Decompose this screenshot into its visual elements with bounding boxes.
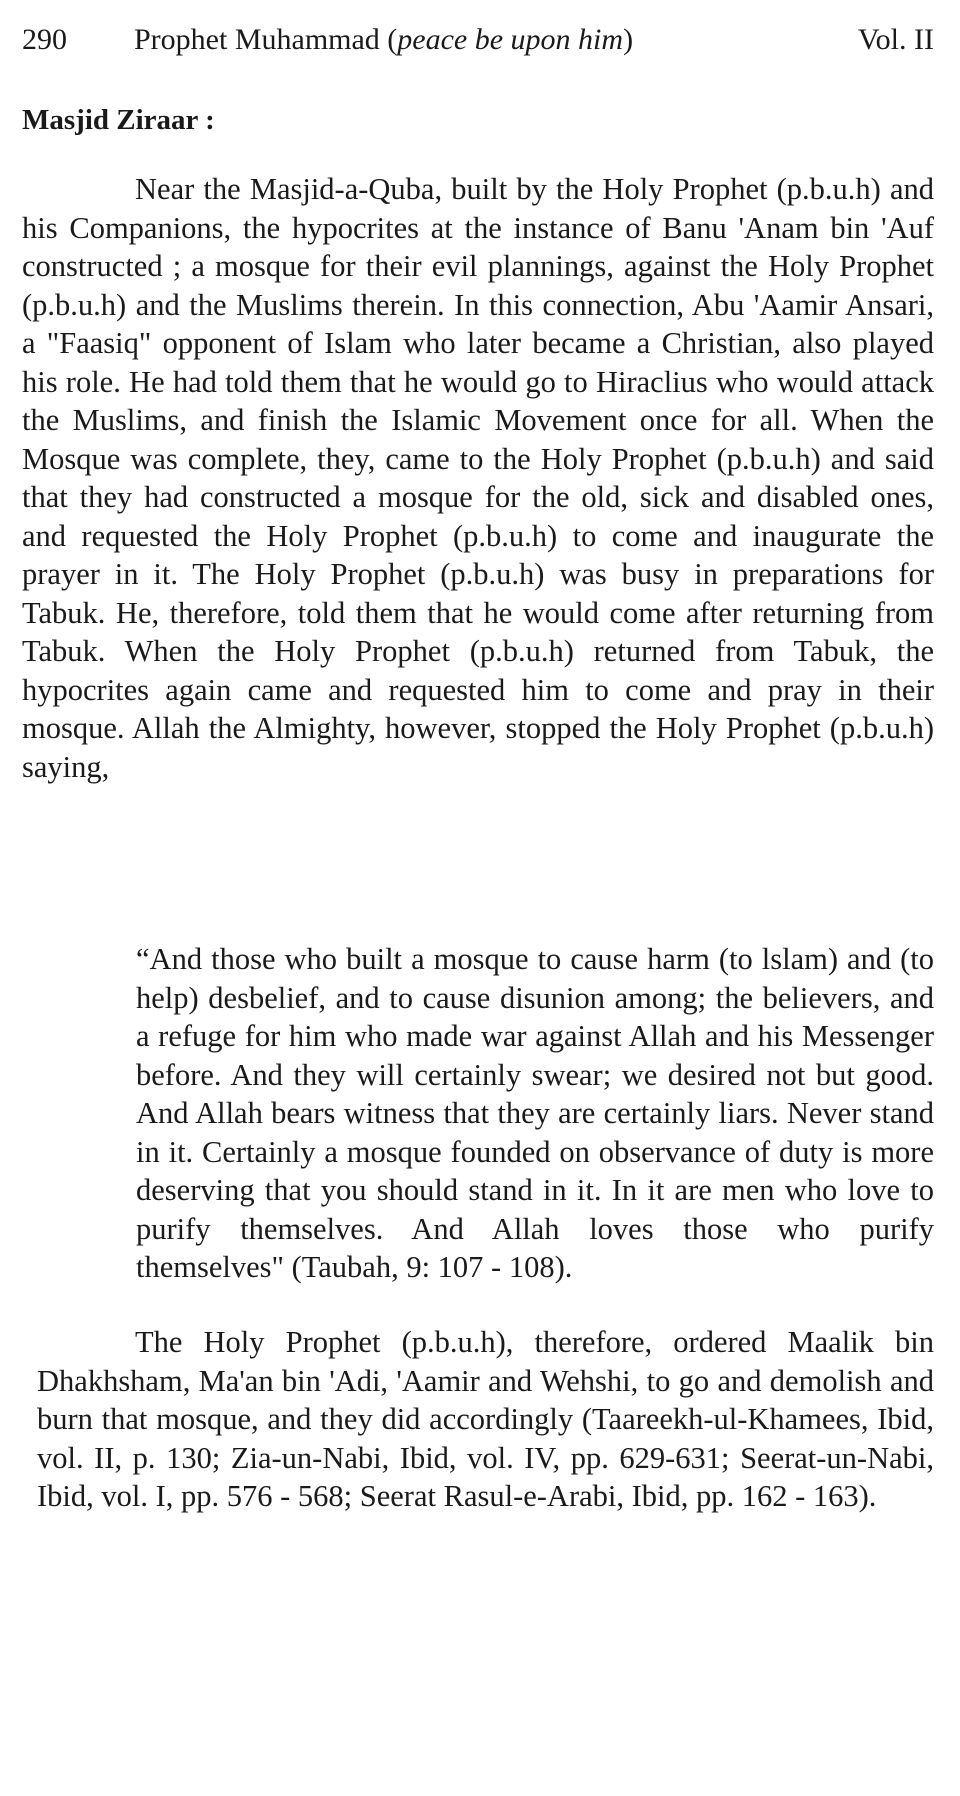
volume-label: Vol. II bbox=[857, 23, 934, 56]
page-number: 290 bbox=[22, 23, 67, 56]
body-paragraph-1: Near the Masjid-a-Quba, built by the Holy Prophet (p.b.u.h) and his Companions, the hypocrites at the instance of Banu 'Anam bin 'Auf constructed ; a mosque for their evil plannings, against the Holy Prophet (p.b.u.h) and the Muslims therein. In this connection, Abu 'Aamir Ansari, a "Faasiq" opponent of Islam who later became a Christian, also played his role. He had told them that he would go to Hiraclius who would attack the Muslims, and finish the Islamic Movement once for all. When the Mosque was complete, they, came to the Holy Prophet (p.b.u.h) and said that they had constructed a mosque for the old, sick and disabled ones, and requested the Holy Prophet (p.b.u.h) to come and inaugurate the prayer in it. The Holy Prophet (p.b.u.h) was busy in preparations for Tabuk. He, therefore, told them that he would come after returning from Tabuk. When the Holy Prophet (p.b.u.h) returned from Tabuk, the hypocrites again came and requested him to come and pray in their mosque. Allah the Almighty, however, stopped the Holy Prophet (p.b.u.h) saying, bbox=[22, 172, 934, 784]
running-title-italic: peace be upon him bbox=[397, 23, 624, 56]
block-quotation: “And those who built a mosque to cause harm (to lslam) and (to help) desbelief, and to cause disunion among; the believers, and a refuge for him who made war against Allah and his Messenger before. And they will certainly swear; we desired not but good. And Allah bears witness that they are certainly liars. Never stand in it. Certainly a mosque founded on observance of duty is more deserving that you should stand in it. In it are men who love to purify themselves. And Allah loves those who purify themselves" (Taubah, 9: 107 - 108). bbox=[136, 942, 934, 1284]
running-title-close: ) bbox=[623, 23, 634, 56]
section-heading: Masjid Ziraar : bbox=[22, 104, 215, 136]
body-paragraph-2: The Holy Prophet (p.b.u.h), therefore, ordered Maalik bin Dhakhsham, Ma'an bin 'Adi, 'Aamir and Wehshi, to go and demolish and burn that mosque, and they did accordingly (Taareekh-ul-Khamees, Ibid, vol. II, p. 130; Zia-un-Nabi, Ibid, vol. IV, pp. 629-631; Seerat-un-Nabi, Ibid, vol. I, pp. 576 - 568; Seerat Rasul-e-Arabi, Ibid, pp. 162 - 163). bbox=[37, 1325, 934, 1513]
running-header bbox=[22, 18, 934, 62]
running-title-main: Prophet Muhammad ( bbox=[134, 23, 398, 56]
running-title bbox=[134, 18, 633, 62]
